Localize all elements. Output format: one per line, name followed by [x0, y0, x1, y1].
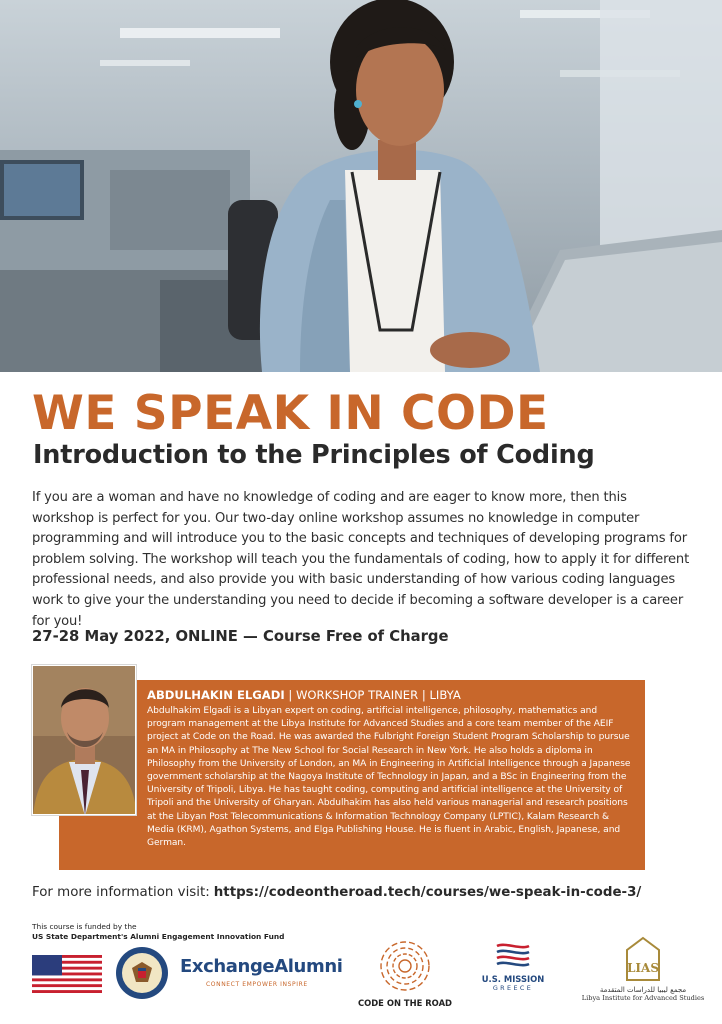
us-mission-greece-logo — [478, 942, 548, 1002]
code-on-the-road-logo-icon — [377, 940, 433, 992]
trainer-card — [59, 680, 645, 870]
lias-mark: LIAS — [626, 961, 660, 975]
trainer-role: | WORKSHOP TRAINER | LIBYA — [284, 688, 461, 702]
state-department-seal-icon — [115, 946, 169, 1000]
exchange-alumni-name: ExchangeAlumni — [180, 956, 343, 977]
intro-paragraph: If you are a woman and have no knowledge of coding and are eager to know more, then this workshop is perfect for you. Our two-day online workshop assumes no knowledge in computer programming and will introduce you to the basic concepts and techniques of developing programs for problem solving. The workshop will teach you the fundamentals of coding, how to apply it for different professional needs, and also provide you with basic understanding of how various coding languages work to give your the understanding you need to decide if becoming a software developer is a career for you! — [32, 490, 690, 629]
lias-logo — [568, 936, 718, 1008]
exchange-alumni-tagline: CONNECT EMPOWER INSPIRE — [206, 981, 308, 988]
funding-note — [32, 922, 284, 942]
more-info-line — [32, 885, 641, 900]
trainer-heading — [147, 688, 637, 702]
funding-line-1: This course is funded by the — [32, 922, 137, 931]
more-info-label: For more information visit: — [32, 885, 210, 900]
us-mission-name: U.S. MISSION — [481, 974, 545, 984]
code-on-the-road-name: CODE ON THE ROAD — [357, 998, 453, 1008]
us-mission-country: GREECE — [492, 984, 534, 992]
funding-line-2: US State Department's Alumni Engagement Innovation Fund — [32, 932, 285, 941]
event-date-line: 27-28 May 2022, ONLINE — Course Free of Charge — [32, 628, 449, 645]
hero-photo — [0, 0, 722, 372]
page-subtitle: Introduction to the Principles of Coding — [33, 440, 595, 470]
us-mission-flag-icon — [495, 942, 531, 970]
lias-building-icon — [623, 936, 663, 982]
us-flag-icon — [32, 955, 102, 993]
page-title: WE SPEAK IN CODE — [32, 386, 549, 441]
lias-english-name: Libya Institute for Advanced Studies — [581, 994, 705, 1002]
trainer-bio: Abdulhakim Elgadi is a Libyan expert on coding, artificial intelligence, philosophy, mathematics and program management at the Libya Institute for Advanced Studies and a core team member of the AEIF project at Code on the Road. He was awarded the Fulbright Foreign Student Program Scholarship to pursue an MA in Philosophy at The New School for Social Research in New York. He also holds a diploma in Philosophy from the University of London, an MA in Engineering in Artificial Intelligence through a Japanese government scholarship at the Nagoya Institute of Technology in Japan, and a BSc in Engineering from the University of Tripoli, Libya. He has taught coding, computing and artificial intelligence at the University of Tripoli and the University of Gharyan. Abdulhakim has also held various managerial and research positions at the Libyan Post Telecommunications & Information Technology Company (LPTIC), Kalam Research & Media (KRM), Agathon Systems, and Elga Publishing House. He is fluent in Arabic, English, Japanese, and German. — [147, 706, 631, 849]
office-scene-illustration — [0, 0, 722, 372]
code-on-the-road-logo — [350, 940, 460, 1008]
trainer-card-content — [147, 688, 637, 850]
trainer-portrait — [32, 665, 136, 815]
exchange-alumni-logo — [180, 956, 343, 996]
trainer-portrait-image — [33, 666, 136, 815]
trainer-name: ABDULHAKIN ELGADI — [147, 688, 285, 702]
lias-arabic-name: مجمع ليبيا للدراسات المتقدمة — [599, 986, 687, 994]
course-link[interactable]: https://codeontheroad.tech/courses/we-speak-in-code-3/ — [213, 885, 642, 900]
